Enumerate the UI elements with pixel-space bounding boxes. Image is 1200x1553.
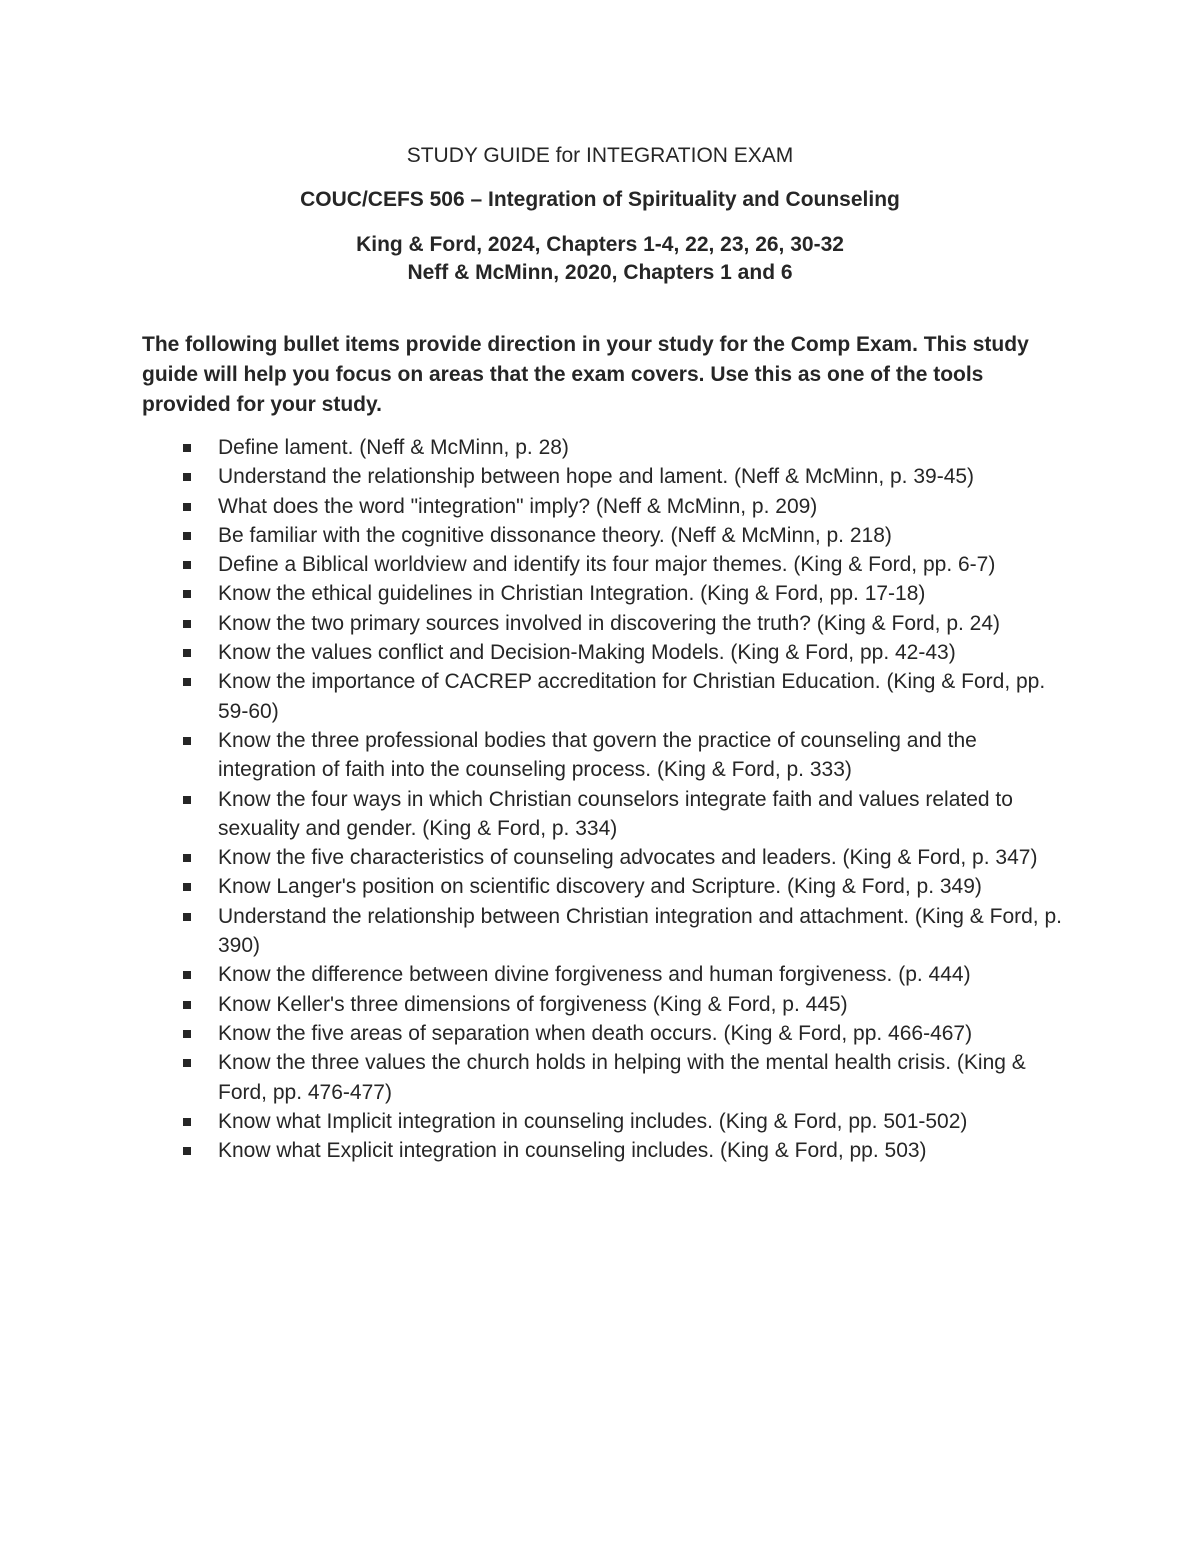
list-item: [183, 462, 1063, 491]
list-item-text: Know the five areas of separation when death occurs. (King & Ford, pp. 466-467): [218, 1021, 973, 1045]
list-item-text: Know the three values the church holds in helping with the mental health crisis. (King & Ford, pp. 476-477): [218, 1051, 1026, 1104]
list-item-text: Understand the relationship between hope and lament. (Neff & McMinn, p. 39-45): [218, 465, 975, 489]
list-item-text: Know the two primary sources involved in discovering the truth? (King & Ford, p. 24): [218, 611, 1001, 635]
list-item: [183, 667, 1063, 726]
list-item-text: Know the difference between divine forgiveness and human forgiveness. (p. 444): [218, 963, 971, 987]
list-item-text: Know the ethical guidelines in Christian Integration. (King & Ford, pp. 17-18): [218, 582, 926, 606]
reading-reference-1: King & Ford, 2024, Chapters 1-4, 22, 23, 26, 30-32: [356, 233, 844, 256]
square-bullet-icon: [183, 649, 191, 657]
list-item-text: Know the four ways in which Christian counselors integrate faith and values related to sexuality and gender. (King & Ford, p. 334): [218, 787, 1013, 840]
list-item: [183, 960, 1063, 989]
list-item: [183, 638, 1063, 667]
square-bullet-icon: [183, 1001, 191, 1009]
list-item: [183, 902, 1063, 961]
list-item-text: Know the values conflict and Decision-Making Models. (King & Ford, pp. 42-43): [218, 641, 956, 665]
square-bullet-icon: [183, 590, 191, 598]
square-bullet-icon: [183, 1118, 191, 1126]
intro-paragraph: The following bullet items provide direction in your study for the Comp Exam. This study guide will help you focus on areas that the exam covers. Use this as one of the tools provided for your study.: [142, 333, 1029, 416]
list-item-text: Know the five characteristics of counseling advocates and leaders. (King & Ford, p. 347): [218, 846, 1038, 870]
list-item: [183, 550, 1063, 579]
list-item-text: Know what Implicit integration in counseling includes. (King & Ford, pp. 501-502): [218, 1109, 968, 1133]
list-item: [183, 1107, 1063, 1136]
square-bullet-icon: [183, 1030, 191, 1038]
list-item-text: Define a Biblical worldview and identify its four major themes. (King & Ford, pp. 6-7): [218, 553, 996, 577]
list-item: [183, 1136, 1063, 1165]
list-item-text: Understand the relationship between Christian integration and attachment. (King & Ford, p. 390): [218, 904, 1062, 958]
list-item: [183, 1048, 1063, 1107]
list-item-text: Know Keller's three dimensions of forgiveness (King & Ford, p. 445): [218, 992, 848, 1016]
list-item: [183, 785, 1063, 844]
list-item: [183, 433, 1063, 462]
square-bullet-icon: [183, 1147, 191, 1155]
list-item: [183, 579, 1063, 608]
square-bullet-icon: [183, 971, 191, 979]
page-title: STUDY GUIDE for INTEGRATION EXAM: [406, 144, 794, 167]
square-bullet-icon: [183, 473, 191, 481]
list-item: [183, 990, 1063, 1019]
list-item-text: Know the three professional bodies that govern the practice of counseling and the integration of faith into the counseling process. (King & Ford, p. 333): [218, 728, 977, 782]
list-item-text: What does the word "integration" imply? (Neff & McMinn, p. 209): [218, 494, 818, 518]
course-title: COUC/CEFS 506 – Integration of Spirituality and Counseling: [300, 188, 900, 211]
list-item: [183, 1019, 1063, 1048]
square-bullet-icon: [183, 503, 191, 511]
list-item: [183, 492, 1063, 521]
list-item: [183, 521, 1063, 550]
square-bullet-icon: [183, 796, 191, 804]
list-item: [183, 872, 1063, 901]
list-item-text: Know what Explicit integration in counseling includes. (King & Ford, pp. 503): [218, 1139, 927, 1163]
list-item-text: Know the importance of CACREP accreditation for Christian Education. (King & Ford, pp. 59-60): [218, 670, 1046, 723]
square-bullet-icon: [183, 678, 191, 686]
reading-reference-2: Neff & McMinn, 2020, Chapters 1 and 6: [407, 261, 793, 284]
square-bullet-icon: [183, 883, 191, 891]
list-item-text: Know Langer's position on scientific discovery and Scripture. (King & Ford, p. 349): [218, 875, 982, 899]
list-item: [183, 609, 1063, 638]
study-items-list: [183, 433, 1063, 1165]
list-item: [183, 726, 1063, 785]
square-bullet-icon: [183, 620, 191, 628]
square-bullet-icon: [183, 532, 191, 540]
list-item-text: Define lament. (Neff & McMinn, p. 28): [218, 436, 569, 459]
square-bullet-icon: [183, 737, 191, 745]
square-bullet-icon: [183, 913, 191, 921]
square-bullet-icon: [183, 854, 191, 862]
list-item-text: Be familiar with the cognitive dissonance theory. (Neff & McMinn, p. 218): [218, 523, 892, 547]
list-item: [183, 843, 1063, 872]
square-bullet-icon: [183, 444, 191, 452]
square-bullet-icon: [183, 1059, 191, 1067]
square-bullet-icon: [183, 561, 191, 569]
